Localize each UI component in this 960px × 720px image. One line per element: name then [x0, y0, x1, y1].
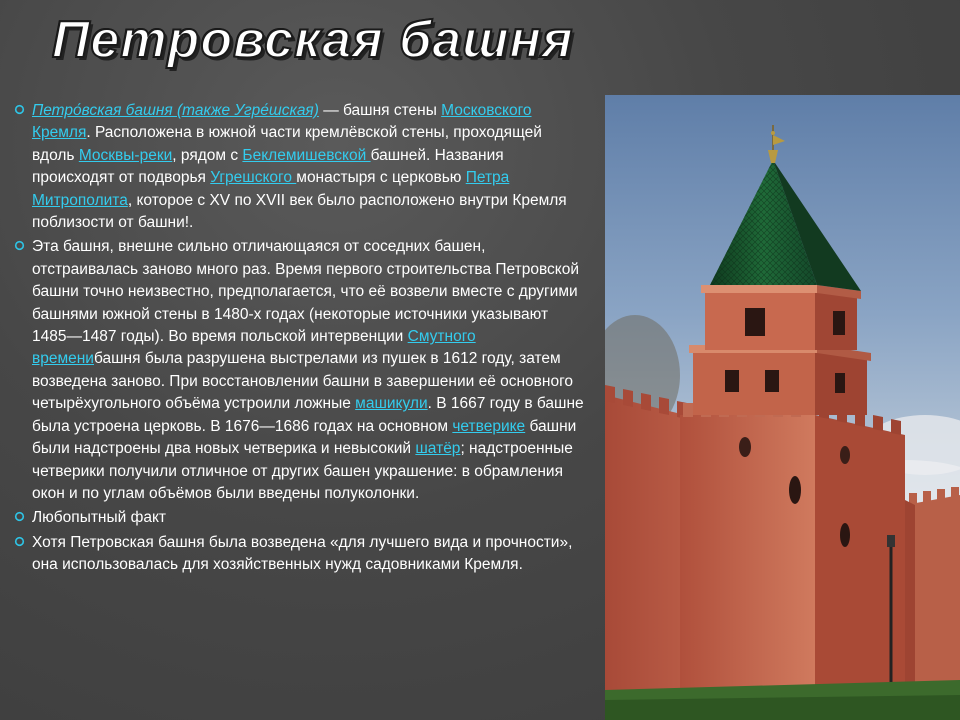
paragraph-text [32, 102, 567, 231]
text-link[interactable]: машикули [355, 395, 428, 413]
paragraph [14, 507, 586, 529]
text-run: Эта башня, внешне сильно отличающаяся от соседних башен, отстраивалась заново много раз. Время первого строительства Петровской башни точно неизвестно, предполагается, что её возвели вместе с другими башнями южной стены в 1480-х годах (некоторые источники указывают 1485—1487 годы). Во время польской интервенции [32, 238, 580, 346]
text-run: монастыря [296, 169, 376, 187]
slide-title: Петровская башня [52, 11, 574, 69]
ring-bullet-icon [14, 511, 25, 522]
text-run: Хотя Петровская башня была возведена «для лучшего вида и прочности», она использовалась для хозяйственных нужд садовниками Кремля. [32, 533, 573, 574]
text-run: . Расположена в южной части кремлёвской стены, проходящей вдоль [32, 124, 542, 164]
text-run: — башня стены [318, 102, 442, 119]
text-run: , рядом с [172, 146, 243, 164]
text-link[interactable]: Угрешского [210, 169, 297, 187]
paragraph-text [32, 534, 572, 573]
text-run: Любопытный факт [32, 509, 167, 527]
paragraph [14, 100, 586, 234]
text-run: , которое с XV по XVII век было расположено внутри Кремля поблизости от башни!. [32, 191, 567, 232]
text-link[interactable]: Беклемишевской [242, 146, 371, 164]
text-run: башней. Названия происходят от подворья [32, 146, 504, 187]
text-run: башня была разрушена выстрелами из пушек в 1612 году, затем возведена заново. При восстановлении башни в завершении её основного четырёхугольного объёма устроили ложные [32, 350, 574, 413]
text-link[interactable]: Москвы-реки [78, 146, 173, 164]
text-run: . В 1667 году в башне была устроена церковь. В 1676—1686 годах на основном [32, 395, 584, 435]
text-link[interactable]: Московского Кремля [32, 102, 532, 142]
paragraph [14, 532, 586, 577]
text-run: с церковью [375, 169, 466, 187]
text-link[interactable]: четверике [452, 417, 526, 435]
petrovskaya-tower-image [605, 95, 960, 720]
text-content [14, 100, 586, 579]
text-link[interactable]: Петра Митрополита [32, 169, 510, 209]
text-link[interactable]: Смутного времени [32, 328, 476, 368]
tower-photo [605, 95, 960, 720]
paragraph-text [32, 509, 166, 526]
paragraph-text [32, 238, 584, 501]
text-run: башни были надстроены два новых четверика и невысокий [32, 417, 577, 458]
ring-bullet-icon [14, 104, 25, 115]
text-run: ; надстроенные четверики получили отличное от других башен украшение: в обрамления окон и по углам объёмов были введены полуколонки. [32, 440, 573, 502]
ring-bullet-icon [14, 536, 25, 547]
paragraph [14, 236, 586, 505]
text-link[interactable]: шатёр [415, 440, 461, 458]
text-link[interactable]: Петро́вская башня (также Угре́шская) [32, 102, 319, 119]
ring-bullet-icon [14, 240, 25, 251]
